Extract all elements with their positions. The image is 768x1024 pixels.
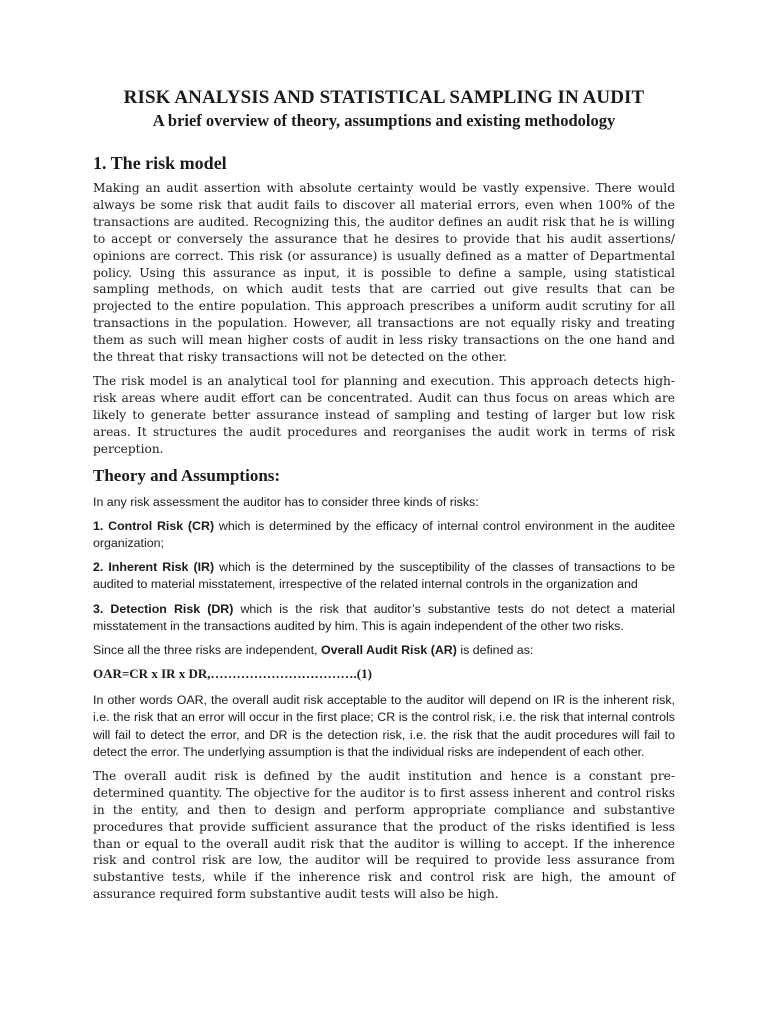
paragraph-overall-risk: The overall audit risk is defined by the audit institution and hence is a constant pre-determined quantity. The objective for the auditor is to first assess inherent and control risks in the entity, and then to design and perform appropriate compliance and substantive procedures that provide sufficient assurance that the product of the risks identified is less than or equal to the overall audit risk that the auditor is willing to accept. If the inherence risk and control risk are low, the auditor will be required to provide less assurance from substantive tests, while if the inherence risk and control risk are high, the amount of assurance required form substantive audit tests will also be high. (93, 768, 675, 902)
document-title: RISK ANALYSIS AND STATISTICAL SAMPLING IN AUDIT (123, 87, 645, 108)
risk-item-control-label: 1. Control Risk (CR) (93, 518, 215, 533)
section1-heading: 1. The risk model (93, 153, 227, 173)
formula-oar: OAR=CR x IR x DR,…………………………….(1) (93, 666, 372, 682)
section2-heading: Theory and Assumptions: (93, 465, 281, 485)
overall-risk-end: is defined as: (456, 642, 534, 657)
section2-intro: In any risk assessment the auditor has to consider three kinds of risks: (93, 494, 479, 509)
paragraph-other-words: In other words OAR, the overall audit risk acceptable to the auditor will depend on IR is the inherent risk, i.e. the risk that an error will occur in the first place; CR is the control risk, i.e. the risk that internal controls will fail to detect the error, and DR is the detection risk, i.e. the risk that the audit procedures will fail to detect the error. The underlying assumption is that the individual risks are independent of each other. (93, 693, 675, 759)
risk-item-control (93, 518, 675, 552)
section1-paragraph-1: Making an audit assertion with absolute certainty would be vastly expensive. There would always be some risk that audit fails to discover all material errors, even when 100% of the transactions are audited. Recognizing this, the auditor defines an audit risk that he is willing to accept or conversely the assurance that he desires to provide that his audit assertions/ opinions are correct. This risk (or assurance) is usually defined as a matter of Departmental policy. Using this assurance as input, it is possible to define a sample, using statistical sampling methods, on which audit tests that are carried out give results that can be projected to the entire population. This approach prescribes a uniform audit scrutiny for all transactions in the population. However, all transactions are not equally risky and treating them as such will mean higher costs of audit in less risky transactions on the one hand and the threat that risky transactions will not be detected on the other. (93, 181, 675, 365)
risk-item-inherent (93, 559, 675, 593)
risk-item-detection (93, 601, 675, 635)
risk-item-detection-text: which is the risk that auditor’s substantive tests do not detect a material misstatement in the transactions audited by him. This is again independent of the other two risks. (93, 601, 675, 633)
risk-item-control-text: which is determined by the efficacy of internal control environment in the auditee organization; (93, 518, 675, 550)
overall-risk-label: Overall Audit Risk (AR) (321, 642, 457, 657)
risk-item-inherent-text: which is the determined by the susceptibility of the classes of transactions to be audited to material misstatement, irrespective of the related internal controls in the organization and (93, 560, 675, 592)
overall-risk-text: Since all the three risks are independent, (93, 642, 321, 657)
risk-item-detection-label: 3. Detection Risk (DR) (93, 601, 234, 616)
section1-paragraph-2: The risk model is an analytical tool for planning and execution. This approach detects high-risk areas where audit effort can be concentrated. Audit can thus focus on areas which are likely to generate better assurance instead of sampling and testing of larger but low risk areas. It structures the audit procedures and reorganises the audit work in terms of risk perception. (93, 373, 675, 456)
document-subtitle: A brief overview of theory, assumptions and existing methodology (152, 111, 616, 130)
overall-risk-definition (93, 642, 675, 659)
risk-item-inherent-label: 2. Inherent Risk (IR) (93, 560, 215, 575)
